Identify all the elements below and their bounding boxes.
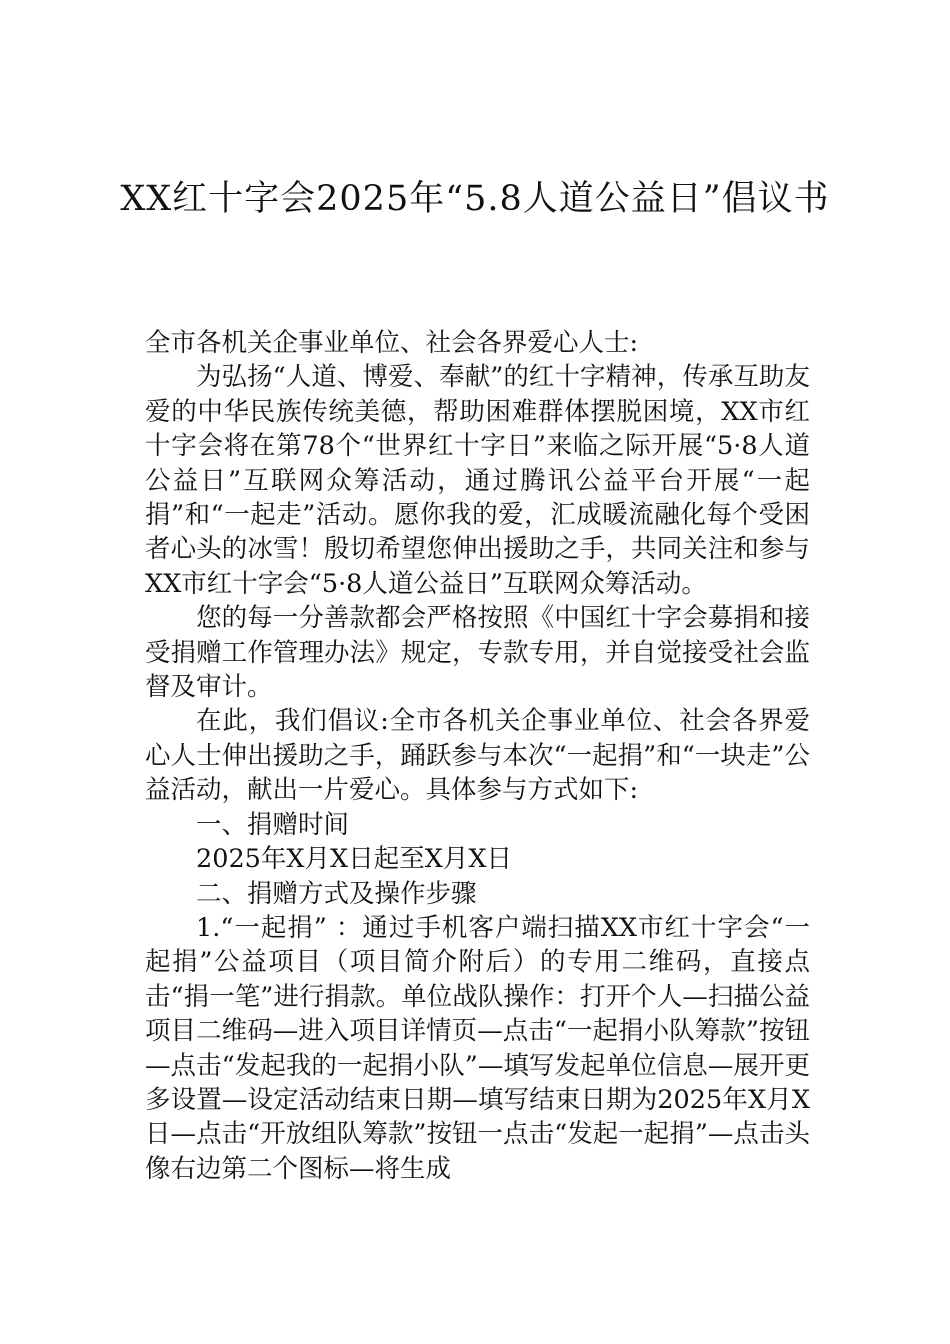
paragraph-intro: 为弘扬“人道、博爱、奉献”的红十字精神，传承互助友爱的中华民族传统美德，帮助困难群体摆脱困境，XX市红十字会将在第78个“世界红十字日”来临之际开展“5·8人道公益日”互联网众筹活动，通过腾讯公益平台开展“一起捐”和“一起走”活动。愿你我的爱，汇成暖流融化每个受困者心头的冰雪！殷切希望您伸出援助之手，共同关注和参与XX市红十字会“5·8人道公益日”互联网众筹活动。	[145, 362, 810, 599]
salutation: 全市各机关企事业单位、社会各界爱心人士:	[145, 328, 639, 358]
document-title: XX红十字会2025年“5.8人道公益日”倡议书	[120, 179, 830, 219]
paragraph-fund-usage: 您的每一分善款都会严格按照《中国红十字会募捐和接受捐赠工作管理办法》规定，专款专用，并自觉接受社会监督及审计。	[145, 603, 810, 703]
section-heading-donation-time: 一、捐赠时间	[196, 809, 350, 840]
paragraph-donation-steps: 1.“一起捐” ：通过手机客户端扫描XX市红十字会“一起捐”公益项目（项目简介附后）的专用二维码，直接点击“捐一笔”进行捐款。单位战队操作：打开个人—扫描公益项目二维码—进入项目详情页—点击“一起捐小队筹款”按钮—点击“发起我的一起捐小队”—填写发起单位信息—展开更多设置—设定活动结束日期—填写结束日期为2025年X月X日—点击“开放组队筹款”按钮一点击“发起一起捐”—点击头像右边第二个图标—将生成	[145, 912, 810, 1184]
document-body	[145, 326, 810, 1186]
section-heading-donation-method: 二、捐赠方式及操作步骤	[196, 878, 477, 909]
paragraph-appeal: 在此，我们倡议:全市各机关企事业单位、社会各界爱心人士伸出援助之手，踊跃参与本次“一起捐”和“一块走”公益活动，献出一片爱心。具体参与方式如下:	[145, 706, 810, 806]
donation-time-range: 2025年X月X日起至X月X日	[196, 844, 513, 875]
